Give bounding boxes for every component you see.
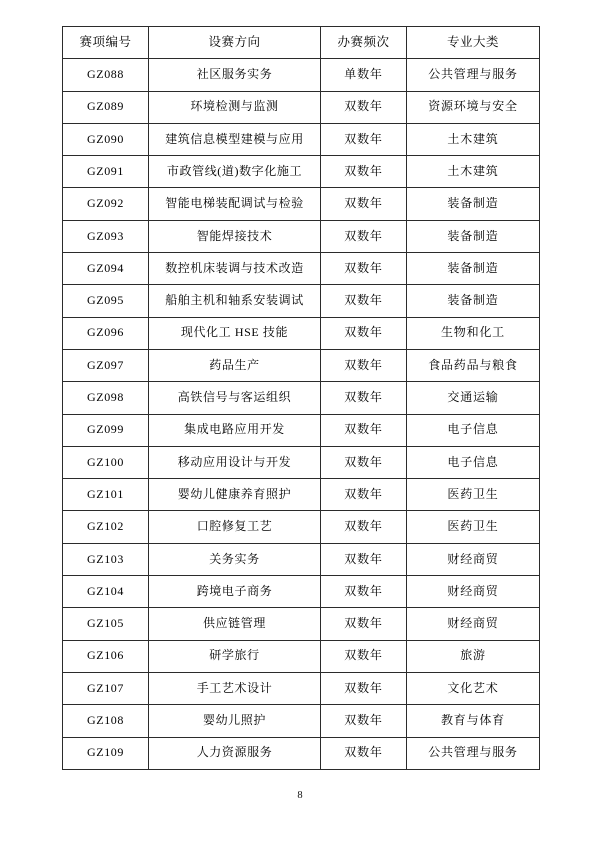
cell-code: GZ089	[63, 91, 149, 123]
cell-direction: 高铁信号与客运组织	[149, 382, 321, 414]
cell-direction: 跨境电子商务	[149, 576, 321, 608]
cell-category: 装备制造	[407, 188, 540, 220]
cell-category: 食品药品与粮食	[407, 349, 540, 381]
table-row	[63, 479, 540, 511]
cell-frequency: 双数年	[321, 91, 407, 123]
cell-code: GZ104	[63, 576, 149, 608]
table-row	[63, 59, 540, 91]
cell-direction: 移动应用设计与开发	[149, 446, 321, 478]
header-cell-category: 专业大类	[407, 27, 540, 59]
cell-code: GZ108	[63, 705, 149, 737]
table-row	[63, 253, 540, 285]
cell-direction: 关务实务	[149, 543, 321, 575]
cell-frequency: 双数年	[321, 640, 407, 672]
table-row	[63, 672, 540, 704]
table-row	[63, 123, 540, 155]
cell-category: 旅游	[407, 640, 540, 672]
cell-direction: 人力资源服务	[149, 737, 321, 769]
cell-category: 公共管理与服务	[407, 737, 540, 769]
cell-code: GZ101	[63, 479, 149, 511]
table-row	[63, 446, 540, 478]
table-row	[63, 91, 540, 123]
cell-code: GZ093	[63, 220, 149, 252]
table-row	[63, 220, 540, 252]
cell-frequency: 双数年	[321, 156, 407, 188]
header-cell-direction: 设赛方向	[149, 27, 321, 59]
cell-category: 教育与体育	[407, 705, 540, 737]
cell-code: GZ105	[63, 608, 149, 640]
cell-code: GZ098	[63, 382, 149, 414]
table-row	[63, 511, 540, 543]
table-row	[63, 349, 540, 381]
cell-direction: 婴幼儿健康养育照护	[149, 479, 321, 511]
table-row	[63, 576, 540, 608]
cell-frequency: 双数年	[321, 608, 407, 640]
cell-code: GZ097	[63, 349, 149, 381]
cell-category: 资源环境与安全	[407, 91, 540, 123]
cell-frequency: 双数年	[321, 414, 407, 446]
cell-category: 土木建筑	[407, 156, 540, 188]
cell-category: 交通运输	[407, 382, 540, 414]
table-row	[63, 317, 540, 349]
cell-direction: 建筑信息模型建模与应用	[149, 123, 321, 155]
cell-direction: 智能电梯装配调试与检验	[149, 188, 321, 220]
table-row	[63, 285, 540, 317]
cell-category: 医药卫生	[407, 511, 540, 543]
cell-direction: 口腔修复工艺	[149, 511, 321, 543]
cell-frequency: 双数年	[321, 446, 407, 478]
cell-direction: 环境检测与监测	[149, 91, 321, 123]
cell-category: 医药卫生	[407, 479, 540, 511]
cell-code: GZ096	[63, 317, 149, 349]
table-row	[63, 705, 540, 737]
cell-code: GZ099	[63, 414, 149, 446]
cell-category: 装备制造	[407, 253, 540, 285]
cell-category: 文化艺术	[407, 672, 540, 704]
cell-frequency: 双数年	[321, 317, 407, 349]
cell-frequency: 双数年	[321, 479, 407, 511]
cell-code: GZ103	[63, 543, 149, 575]
cell-code: GZ088	[63, 59, 149, 91]
cell-code: GZ092	[63, 188, 149, 220]
cell-frequency: 双数年	[321, 576, 407, 608]
table-row	[63, 188, 540, 220]
cell-frequency: 双数年	[321, 382, 407, 414]
cell-code: GZ100	[63, 446, 149, 478]
cell-frequency: 双数年	[321, 705, 407, 737]
cell-category: 财经商贸	[407, 608, 540, 640]
header-cell-frequency: 办赛频次	[321, 27, 407, 59]
cell-direction: 数控机床装调与技术改造	[149, 253, 321, 285]
cell-frequency: 双数年	[321, 737, 407, 769]
cell-direction: 现代化工 HSE 技能	[149, 317, 321, 349]
cell-frequency: 双数年	[321, 188, 407, 220]
table-header	[63, 27, 540, 59]
cell-direction: 集成电路应用开发	[149, 414, 321, 446]
header-cell-code: 赛项编号	[63, 27, 149, 59]
cell-code: GZ090	[63, 123, 149, 155]
table-body	[63, 59, 540, 770]
cell-frequency: 双数年	[321, 349, 407, 381]
table-header-row	[63, 27, 540, 59]
cell-code: GZ091	[63, 156, 149, 188]
cell-frequency: 双数年	[321, 511, 407, 543]
cell-category: 电子信息	[407, 414, 540, 446]
table-row	[63, 414, 540, 446]
cell-frequency: 双数年	[321, 123, 407, 155]
table-row	[63, 543, 540, 575]
cell-code: GZ094	[63, 253, 149, 285]
cell-direction: 手工艺术设计	[149, 672, 321, 704]
table-row	[63, 640, 540, 672]
cell-direction: 供应链管理	[149, 608, 321, 640]
cell-frequency: 双数年	[321, 285, 407, 317]
cell-code: GZ107	[63, 672, 149, 704]
cell-code: GZ109	[63, 737, 149, 769]
cell-category: 装备制造	[407, 220, 540, 252]
competition-items-table	[62, 26, 540, 770]
cell-direction: 婴幼儿照护	[149, 705, 321, 737]
cell-direction: 药品生产	[149, 349, 321, 381]
cell-frequency: 双数年	[321, 543, 407, 575]
table-row	[63, 737, 540, 769]
cell-frequency: 双数年	[321, 253, 407, 285]
cell-direction: 船舶主机和轴系安装调试	[149, 285, 321, 317]
cell-category: 装备制造	[407, 285, 540, 317]
cell-code: GZ095	[63, 285, 149, 317]
page-number: 8	[297, 790, 303, 801]
cell-category: 财经商贸	[407, 576, 540, 608]
cell-category: 公共管理与服务	[407, 59, 540, 91]
table-row	[63, 608, 540, 640]
cell-frequency: 单数年	[321, 59, 407, 91]
cell-direction: 智能焊接技术	[149, 220, 321, 252]
cell-direction: 社区服务实务	[149, 59, 321, 91]
cell-category: 财经商贸	[407, 543, 540, 575]
cell-code: GZ102	[63, 511, 149, 543]
cell-direction: 研学旅行	[149, 640, 321, 672]
cell-direction: 市政管线(道)数字化施工	[149, 156, 321, 188]
cell-category: 生物和化工	[407, 317, 540, 349]
cell-code: GZ106	[63, 640, 149, 672]
cell-category: 土木建筑	[407, 123, 540, 155]
table-row	[63, 382, 540, 414]
cell-frequency: 双数年	[321, 672, 407, 704]
cell-category: 电子信息	[407, 446, 540, 478]
table-row	[63, 156, 540, 188]
cell-frequency: 双数年	[321, 220, 407, 252]
